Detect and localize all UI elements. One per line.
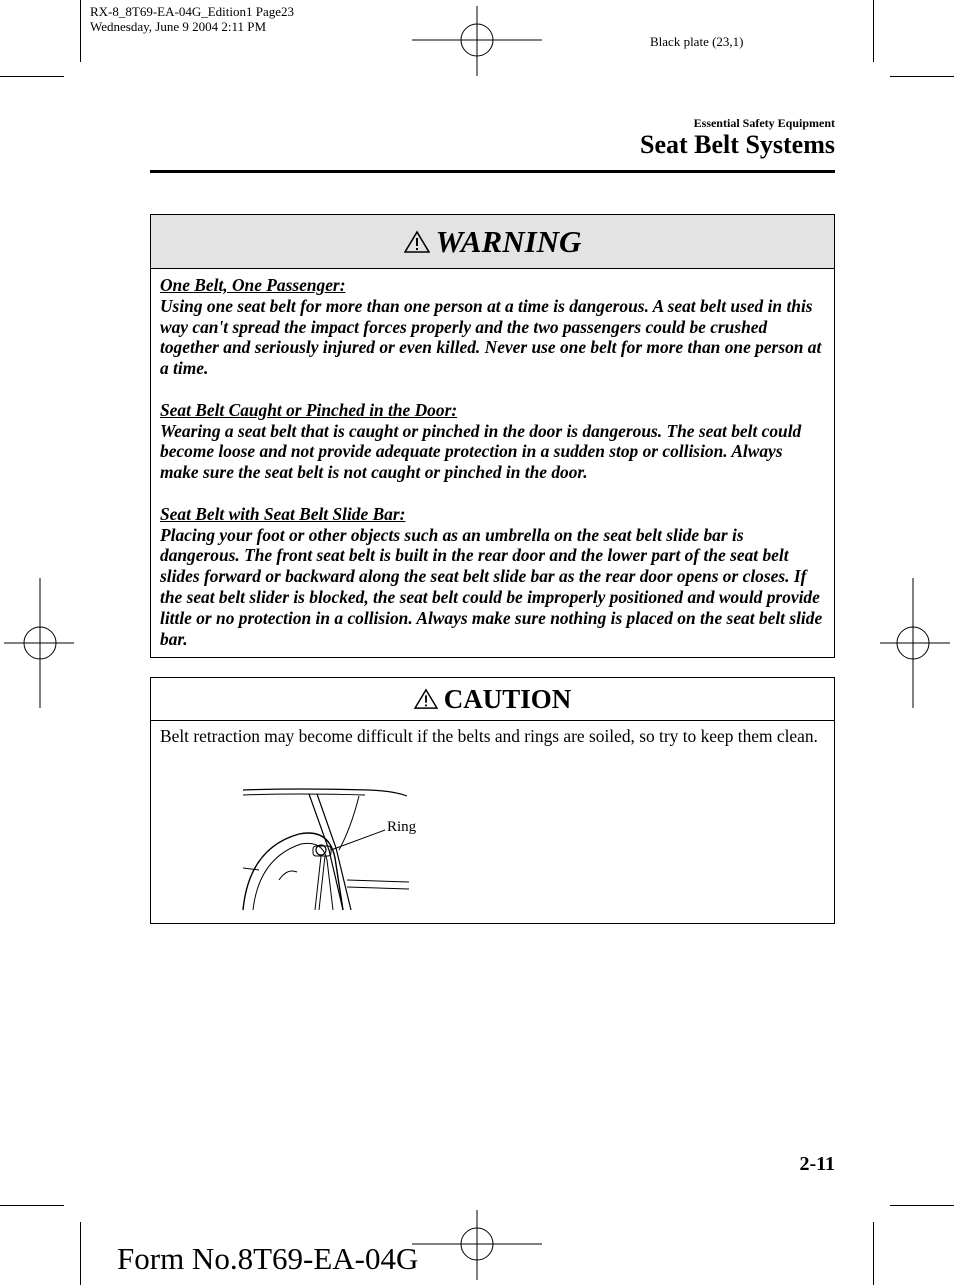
registration-mark-left [4,578,74,708]
warning-body [151,269,834,649]
registration-mark-right [880,578,950,708]
figure-label-ring: Ring [387,819,417,835]
crop-mark [0,1205,64,1206]
warning-item-text: Placing your foot or other objects such as an umbrella on the seat belt slide bar is dangerous. The front seat belt is built in the rear door and the lower part of the seat belt slides forward or backward along the seat belt slide bar as the rear door opens or closes. If the seat belt slider is blocked, the seat belt could be improperly positioned and would provide little or no protection in a collision. Always make sure nothing is placed on the seat belt slide bar. [160,524,823,649]
warning-item-heading: One Belt, One Passenger: [160,275,346,295]
crop-mark [890,76,954,77]
caution-box [150,677,835,924]
header-rule [150,170,835,173]
caution-title: CAUTION [443,683,572,714]
plate-label: Black plate (23,1) [650,34,744,49]
crop-mark [873,1222,874,1285]
print-date: Wednesday, June 9 2004 2:11 PM [90,19,267,34]
warning-item [160,400,825,483]
page-title: Seat Belt Systems [640,130,835,159]
warning-item-text: Wearing a seat belt that is caught or pinched in the door is dangerous. The seat belt could become loose and not provide adequate protection in a sudden stop or collision. Always make sure the seat belt is not caught or pinched in the door. [160,420,802,483]
warning-item-heading: Seat Belt with Seat Belt Slide Bar: [160,503,406,524]
crop-mark [80,1222,81,1285]
warning-item-heading: Seat Belt Caught or Pinched in the Door: [160,399,458,420]
warning-item [160,275,825,379]
caution-header [151,678,834,721]
crop-mark [0,76,64,77]
print-metadata [90,4,294,34]
print-file: RX-8_8T69-EA-04G_Edition1 Page23 [90,4,295,19]
warning-box [150,214,835,658]
form-number: Form No.8T69-EA-04G [117,1241,419,1276]
page-number: 2-11 [799,1153,835,1175]
registration-mark-bottom [412,1210,542,1280]
crop-mark [890,1205,954,1206]
registration-mark-top [412,6,542,76]
warning-item-text: Using one seat belt for more than one person at a time is dangerous. A seat belt used in this way can't spread the impact forces properly and the two passengers could be crushed together and seriously injured or even killed. Never use one belt for more than one person at a time. [160,295,822,379]
caution-text: Belt retraction may become difficult if the belts and rings are soiled, so try to keep them clean. [160,726,818,746]
warning-title: WARNING [435,223,582,259]
caution-triangle-icon [414,688,438,710]
crop-mark [80,0,81,62]
section-name: Essential Safety Equipment [693,116,835,130]
warning-triangle-icon [404,230,430,254]
warning-item [160,504,825,650]
crop-mark [873,0,874,62]
warning-header [151,215,834,269]
seat-belt-ring-illustration [239,788,429,918]
